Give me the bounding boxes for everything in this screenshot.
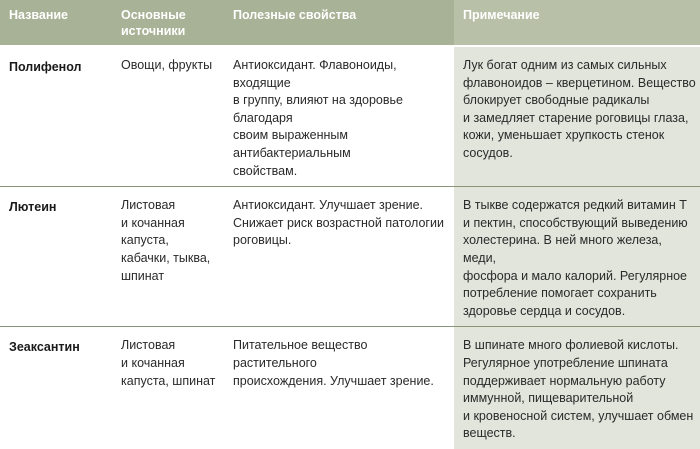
cell-sources: Овощи, фрукты bbox=[112, 46, 224, 187]
cell-properties: Антиоксидант. Флавоноиды, входящие в группу, влияют на здоровье благодаря своим выраженным антибактериальным свойствам. bbox=[224, 46, 454, 187]
cell-properties: Питательное вещество растительного происхождения. Улучшает зрение. bbox=[233, 338, 434, 388]
table-row bbox=[0, 46, 700, 187]
header-sources: Основные источники bbox=[112, 0, 224, 46]
header-note: Примечание bbox=[454, 0, 700, 46]
table-row bbox=[0, 187, 700, 327]
cell-sources: Листовая и кочанная капуста, кабачки, тыква, шпинат bbox=[112, 187, 224, 327]
cell-name: Зеаксантин bbox=[9, 340, 80, 355]
header-row bbox=[0, 0, 700, 46]
cell-name: Полифенол bbox=[0, 46, 112, 187]
cell-note: В тыкве содержатся редкий витамин Т и пектин, способствующий выведению холестерина. В ней много железа, меди, фосфора и мало калорий. Регулярное потребление помогает сохранить здоровье сердца и сосудов. bbox=[454, 187, 700, 327]
cell-sources: Листовая и кочанная капуста, шпинат bbox=[121, 338, 216, 388]
header-properties: Полезные свойства bbox=[224, 0, 454, 46]
cell-note: В шпинате много фолиевой кислоты. Регулярное употребление шпината поддерживает нормальную работу иммунной, пищеварительной и кровеносной систем, улучшает обмен веществ. bbox=[454, 327, 700, 449]
cell-properties: Антиоксидант. Улучшает зрение. Снижает риск возрастной патологии роговицы. bbox=[224, 187, 454, 327]
cell-name: Лютеин bbox=[0, 187, 112, 327]
cell-note: Лук богат одним из самых сильных флавоноидов – кверцетином. Вещество блокирует свободные радикалы и замедляет старение роговицы глаза, кожи, уменьшает хрупкость стенок сосудов. bbox=[454, 46, 700, 187]
header-name: Название bbox=[0, 0, 112, 46]
table-row bbox=[0, 327, 700, 449]
